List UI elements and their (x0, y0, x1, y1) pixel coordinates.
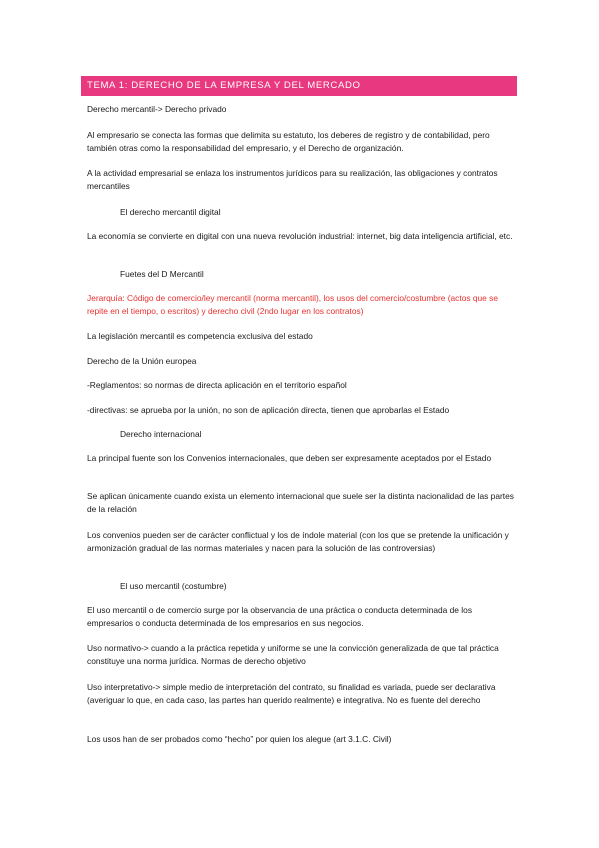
paragraph-reglamentos: -Reglamentos: so normas de directa aplicación en el territorio español (87, 380, 347, 390)
heading-uso-mercantil: El uso mercantil (costumbre) (120, 581, 227, 591)
paragraph-derecho-ue: Derecho de la Unión europea (87, 356, 197, 366)
heading-fuentes: Fuetes del D Mercantil (120, 269, 204, 279)
heading-derecho-mercantil-digital: El derecho mercantil digital (120, 207, 221, 217)
paragraph-derecho-mercantil: Derecho mercantil-> Derecho privado (87, 104, 227, 114)
paragraph-uso-mercantil: El uso mercantil o de comercio surge por la observancia de una práctica o conducta determinada de los empresarios o conducta determinada de los empresarios en sus negocios. (87, 605, 473, 629)
paragraph-convenios: Los convenios pueden ser de carácter conflictual y los de índole material (con los que se pretende la unificación y armonización gradual de las normas materiales y nacen para la solución de las controversias) (87, 530, 509, 554)
paragraph-jerarquia: Jerarquía: Código de comercio/ley mercantil (norma mercantil), los usos del comercio/costumbre (actos que se repite en el tiempo, o escritos) y derecho civil (2ndo lugar en los contratos) (87, 293, 499, 317)
paragraph-actividad-empresarial: A la actividad empresarial se enlaza los instrumentos jurídicos para su realización, las obligaciones y contratos mercantiles (87, 168, 498, 192)
paragraph-uso-normativo: Uso normativo-> cuando a la práctica repetida y uniforme se une la convicción generalizada de que tal práctica constituye una norma jurídica. Normas de derecho objetivo (87, 643, 499, 667)
paragraph-empresario: Al empresario se conecta las formas que delimita su estatuto, los deberes de registro y de contabilidad, pero también otras como la responsabilidad del empresario, y el Derecho de organización. (87, 130, 490, 154)
paragraph-legislacion: La legislación mercantil es competencia exclusiva del estado (87, 331, 313, 341)
paragraph-principal-fuente: La principal fuente son los Convenios internacionales, que deben ser expresamente aceptados por el Estado (87, 453, 492, 463)
document-title-banner: TEMA 1: DERECHO DE LA EMPRESA Y DEL MERCADO (81, 76, 517, 96)
heading-derecho-internacional: Derecho internacional (120, 429, 202, 439)
paragraph-uso-interpretativo: Uso interpretativo-> simple medio de interpretación del contrato, su finalidad es variada, puede ser declarativa (averiguar lo que, en cada caso, las partes han querido realmente) e integrativa. No es fuente del derecho (87, 682, 496, 706)
paragraph-se-aplican: Se aplican únicamente cuando exista un elemento internacional que suele ser la distinta nacionalidad de las partes de la relación (87, 491, 514, 515)
paragraph-usos-probados: Los usos han de ser probados como “hecho” por quien los alegue (art 3.1.C. Civil) (87, 734, 392, 744)
paragraph-economia-digital: La economía se convierte en digital con una nueva revolución industrial: internet, big data inteligencia artificial, etc. (87, 231, 513, 241)
paragraph-directivas: -directivas: se aprueba por la unión, no son de aplicación directa, tienen que aprobarlas el Estado (87, 405, 450, 415)
